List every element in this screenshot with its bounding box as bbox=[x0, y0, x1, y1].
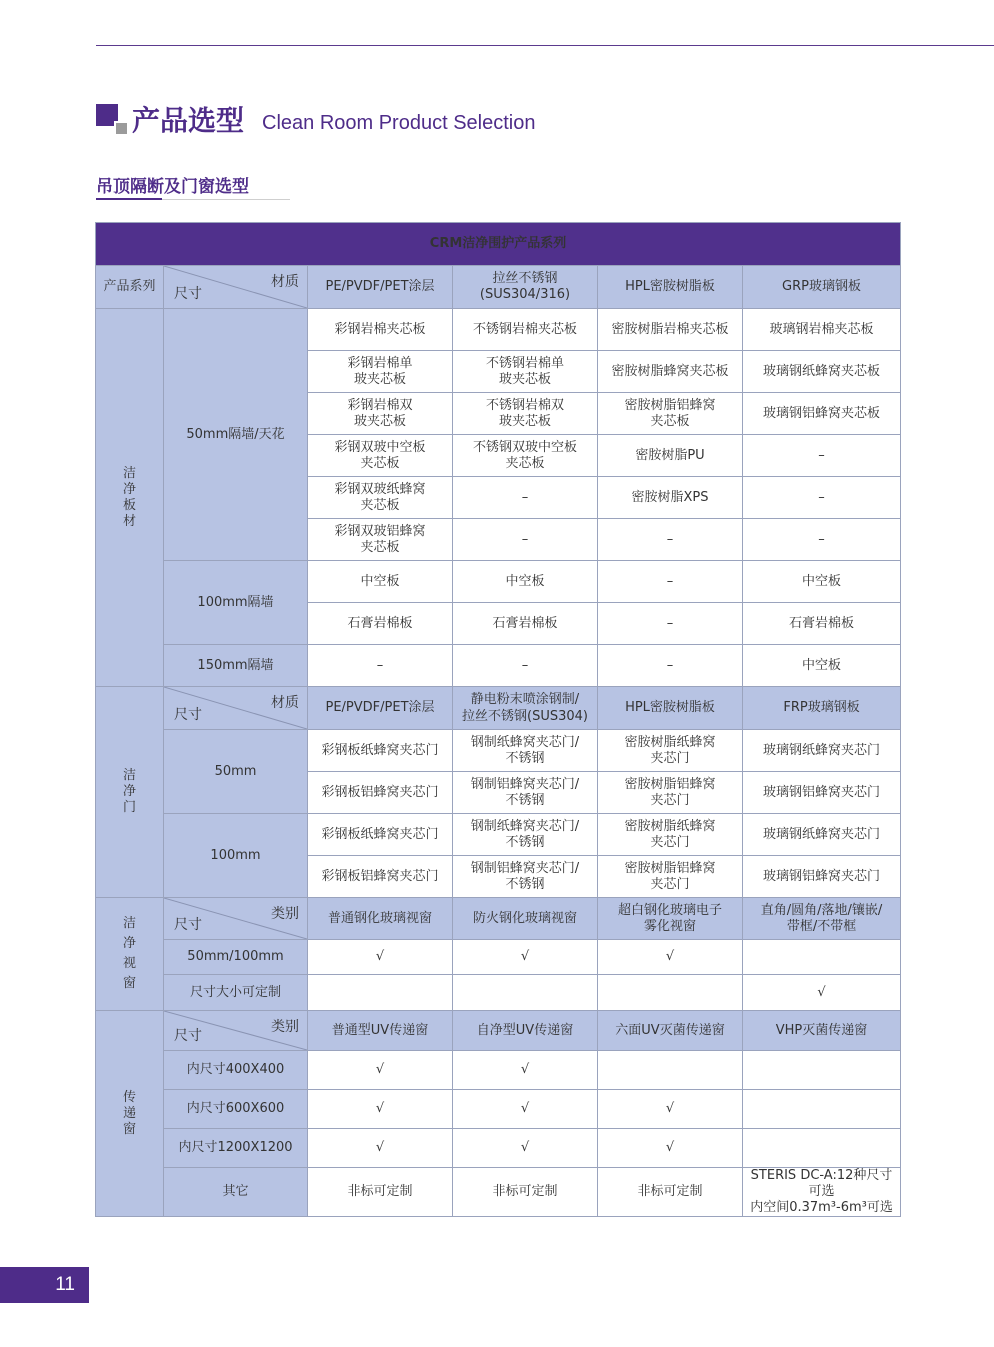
table-cell: 彩钢板纸蜂窝夹芯门 bbox=[308, 730, 453, 772]
table-cell: 密胺树脂纸蜂窝 夹芯门 bbox=[598, 814, 743, 856]
table-cell: 彩钢双玻纸蜂窝 夹芯板 bbox=[308, 477, 453, 519]
passbox-category: 自净型UV传递窗 bbox=[453, 1011, 598, 1051]
panel-material: HPL密胺树脂板 bbox=[598, 266, 743, 309]
door-material: 静电粉末喷涂钢制/ 拉丝不锈钢(SUS304) bbox=[453, 687, 598, 730]
table-cell: 钢制纸蜂窝夹芯门/ 不锈钢 bbox=[453, 730, 598, 772]
window-category: 直角/圆角/落地/镶嵌/ 带框/不带框 bbox=[743, 898, 901, 940]
material-label: 材质 bbox=[271, 274, 299, 290]
table-cell: 彩钢板纸蜂窝夹芯门 bbox=[308, 814, 453, 856]
heading-en: Clean Room Product Selection bbox=[262, 112, 536, 134]
table-cell: – bbox=[598, 561, 743, 603]
check-mark bbox=[743, 1129, 901, 1168]
table-cell: 玻璃钢铝蜂窝夹芯门 bbox=[743, 772, 901, 814]
passbox-category: 普通型UV传递窗 bbox=[308, 1011, 453, 1051]
table-cell: 不锈钢岩棉双 玻夹芯板 bbox=[453, 393, 598, 435]
table-cell: 彩钢板铝蜂窝夹芯门 bbox=[308, 772, 453, 814]
table-cell: 密胺树脂蜂窝夹芯板 bbox=[598, 351, 743, 393]
check-mark bbox=[308, 975, 453, 1011]
check-mark: √ bbox=[453, 1129, 598, 1168]
table-cell: 玻璃钢纸蜂窝夹芯板 bbox=[743, 351, 901, 393]
table-cell: 密胺树脂铝蜂窝 夹芯门 bbox=[598, 772, 743, 814]
size-category-header bbox=[164, 1011, 308, 1051]
table-cell: 非标可定制 bbox=[598, 1168, 743, 1217]
table-cell: STERIS DC-A:12种尺寸可选 内空间0.37m³-6m³可选 bbox=[743, 1168, 901, 1217]
subheading: 吊顶隔断及门窗选型 bbox=[96, 177, 249, 197]
table-cell: 密胺树脂XPS bbox=[598, 477, 743, 519]
check-mark: √ bbox=[743, 975, 901, 1011]
table-cell: 钢制铝蜂窝夹芯门/ 不锈钢 bbox=[453, 856, 598, 898]
category-label: 类别 bbox=[271, 1019, 299, 1035]
passbox-size: 其它 bbox=[164, 1168, 308, 1217]
table-cell: – bbox=[743, 519, 901, 561]
passbox-category: VHP灭菌传递窗 bbox=[743, 1011, 901, 1051]
table-cell: 玻璃钢铝蜂窝夹芯板 bbox=[743, 393, 901, 435]
table-cell: 密胺树脂岩棉夹芯板 bbox=[598, 309, 743, 351]
table-cell: 非标可定制 bbox=[453, 1168, 598, 1217]
table-cell: – bbox=[743, 435, 901, 477]
size-label: 尺寸 bbox=[174, 707, 202, 723]
subheading-rule bbox=[162, 199, 290, 200]
category-label: 类别 bbox=[271, 906, 299, 922]
table-cell: – bbox=[453, 645, 598, 687]
window-size: 尺寸大小可定制 bbox=[164, 975, 308, 1011]
passbox-category: 六面UV灭菌传递窗 bbox=[598, 1011, 743, 1051]
table-cell: – bbox=[453, 519, 598, 561]
window-size: 50mm/100mm bbox=[164, 940, 308, 975]
table-cell: 玻璃钢纸蜂窝夹芯门 bbox=[743, 814, 901, 856]
heading-small-square-icon bbox=[114, 121, 129, 136]
material-label: 材质 bbox=[271, 695, 299, 711]
product-selection-table bbox=[95, 222, 901, 1217]
table-cell: – bbox=[743, 477, 901, 519]
series-label: 产品系列 bbox=[96, 266, 164, 309]
panel-group-label: 洁 净 板 材 bbox=[96, 309, 164, 687]
table-title: CRM洁净围护产品系列 bbox=[96, 223, 901, 266]
size-label: 尺寸 bbox=[174, 1028, 202, 1044]
table-cell: 石膏岩棉板 bbox=[743, 603, 901, 645]
check-mark: √ bbox=[598, 1090, 743, 1129]
size-label: 尺寸 bbox=[174, 917, 202, 933]
size-100-door: 100mm bbox=[164, 814, 308, 898]
table-cell: 玻璃钢纸蜂窝夹芯门 bbox=[743, 730, 901, 772]
size-material-header bbox=[164, 266, 308, 309]
heading-cn: 产品选型 bbox=[132, 104, 245, 137]
check-mark: √ bbox=[598, 1129, 743, 1168]
passbox-group-label: 传 递 窗 bbox=[96, 1011, 164, 1217]
passbox-size: 内尺寸1200X1200 bbox=[164, 1129, 308, 1168]
table-cell: 彩钢岩棉夹芯板 bbox=[308, 309, 453, 351]
window-category: 普通钢化玻璃视窗 bbox=[308, 898, 453, 940]
table-cell: 玻璃钢岩棉夹芯板 bbox=[743, 309, 901, 351]
check-mark bbox=[743, 1051, 901, 1090]
table-cell: – bbox=[598, 645, 743, 687]
table-cell: 石膏岩棉板 bbox=[308, 603, 453, 645]
table-cell: 钢制纸蜂窝夹芯门/ 不锈钢 bbox=[453, 814, 598, 856]
table-cell: 中空板 bbox=[308, 561, 453, 603]
table-cell: 密胺树脂铝蜂窝 夹芯板 bbox=[598, 393, 743, 435]
check-mark bbox=[598, 1051, 743, 1090]
table-cell: 钢制铝蜂窝夹芯门/ 不锈钢 bbox=[453, 772, 598, 814]
panel-material: PE/PVDF/PET涂层 bbox=[308, 266, 453, 309]
size-100-panel: 100mm隔墙 bbox=[164, 561, 308, 645]
check-mark: √ bbox=[308, 940, 453, 975]
door-group-label: 洁 净 门 bbox=[96, 687, 164, 898]
window-category: 超白钢化玻璃电子 雾化视窗 bbox=[598, 898, 743, 940]
size-label: 尺寸 bbox=[174, 286, 202, 302]
table-cell: 彩钢岩棉双 玻夹芯板 bbox=[308, 393, 453, 435]
table-cell: – bbox=[598, 519, 743, 561]
table-cell: 彩钢岩棉单 玻夹芯板 bbox=[308, 351, 453, 393]
table-cell: 彩钢双玻铝蜂窝 夹芯板 bbox=[308, 519, 453, 561]
size-material-header bbox=[164, 687, 308, 730]
check-mark bbox=[453, 975, 598, 1011]
table-cell: 密胺树脂铝蜂窝 夹芯门 bbox=[598, 856, 743, 898]
window-category: 防火钢化玻璃视窗 bbox=[453, 898, 598, 940]
size-category-header bbox=[164, 898, 308, 940]
table-cell: 不锈钢岩棉单 玻夹芯板 bbox=[453, 351, 598, 393]
table-cell: – bbox=[308, 645, 453, 687]
check-mark: √ bbox=[453, 1051, 598, 1090]
window-group-label: 洁 净 视 窗 bbox=[96, 898, 164, 1011]
check-mark: √ bbox=[453, 1090, 598, 1129]
door-material: PE/PVDF/PET涂层 bbox=[308, 687, 453, 730]
check-mark: √ bbox=[308, 1051, 453, 1090]
check-mark: √ bbox=[308, 1129, 453, 1168]
panel-material: GRP玻璃钢板 bbox=[743, 266, 901, 309]
table-cell: 石膏岩棉板 bbox=[453, 603, 598, 645]
page-number: 11 bbox=[0, 1267, 89, 1303]
door-material: HPL密胺树脂板 bbox=[598, 687, 743, 730]
table-cell: 不锈钢岩棉夹芯板 bbox=[453, 309, 598, 351]
passbox-size: 内尺寸400X400 bbox=[164, 1051, 308, 1090]
table-cell: 不锈钢双玻中空板 夹芯板 bbox=[453, 435, 598, 477]
passbox-size: 内尺寸600X600 bbox=[164, 1090, 308, 1129]
table-cell: 玻璃钢铝蜂窝夹芯门 bbox=[743, 856, 901, 898]
table-cell: 彩钢双玻中空板 夹芯板 bbox=[308, 435, 453, 477]
top-rule bbox=[96, 45, 994, 46]
size-50-panel: 50mm隔墙/天花 bbox=[164, 309, 308, 561]
table-cell: 非标可定制 bbox=[308, 1168, 453, 1217]
size-150-panel: 150mm隔墙 bbox=[164, 645, 308, 687]
subheading-underline bbox=[96, 198, 162, 200]
table-cell: 中空板 bbox=[743, 645, 901, 687]
panel-material: 拉丝不锈钢 (SUS304/316) bbox=[453, 266, 598, 309]
check-mark bbox=[743, 1090, 901, 1129]
table-cell: 密胺树脂PU bbox=[598, 435, 743, 477]
check-mark: √ bbox=[453, 940, 598, 975]
table-cell: 中空板 bbox=[743, 561, 901, 603]
check-mark bbox=[598, 975, 743, 1011]
table-cell: 密胺树脂纸蜂窝 夹芯门 bbox=[598, 730, 743, 772]
table-cell: 彩钢板铝蜂窝夹芯门 bbox=[308, 856, 453, 898]
check-mark: √ bbox=[598, 940, 743, 975]
table-cell: – bbox=[453, 477, 598, 519]
door-material: FRP玻璃钢板 bbox=[743, 687, 901, 730]
table-cell: – bbox=[598, 603, 743, 645]
check-mark: √ bbox=[308, 1090, 453, 1129]
check-mark bbox=[743, 940, 901, 975]
size-50-door: 50mm bbox=[164, 730, 308, 814]
table-cell: 中空板 bbox=[453, 561, 598, 603]
